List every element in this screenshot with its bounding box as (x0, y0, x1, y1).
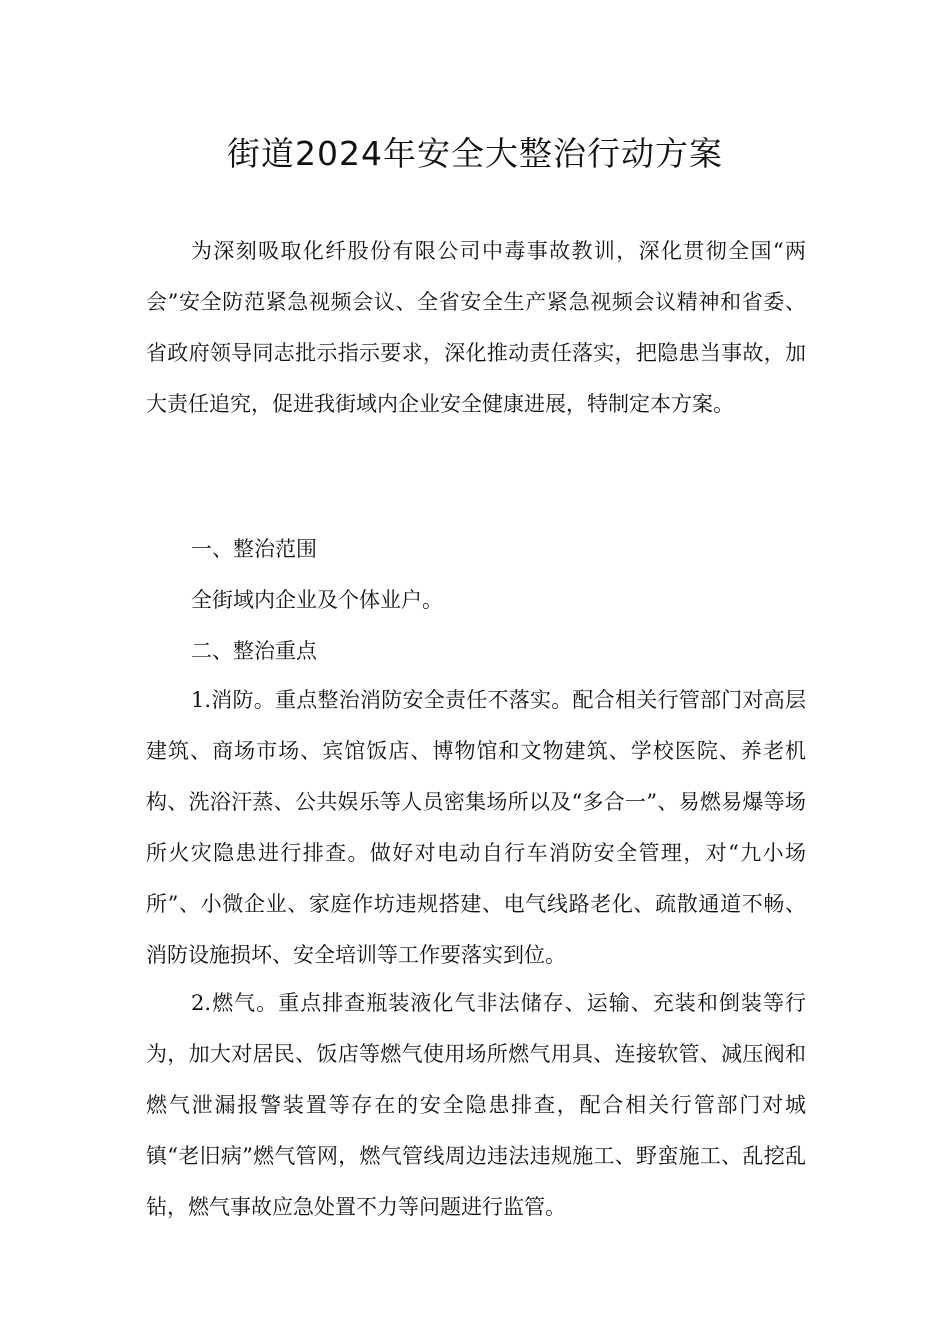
scope-paragraph: 全街域内企业及个体业户。 (191, 588, 443, 612)
intro-paragraph: 为深刻吸取化纤股份有限公司中毒事故教训，深化贯彻全国“两会”安全防范紧急视频会议、全省安全生产紧急视频会议精神和省委、省政府领导同志批示指示要求，深化推动责任落实，把隐患当事故，加大责任追究，促进我街域内企业安全健康进展，特制定本方案。 (146, 239, 806, 416)
gas-safety-paragraph: 2.燃气。重点排查瓶装液化气非法储存、运输、充装和倒装等行为，加大对居民、饭店等燃气使用场所燃气用具、连接软管、减压阀和燃气泄漏报警装置等存在的安全隐患排查，配合相关行管部门对城镇“老旧病”燃气管网，燃气管线周边违法违规施工、野蛮施工、乱挖乱钻，燃气事故应急处置不力等问题进行监管。 (146, 991, 806, 1219)
fire-safety-paragraph: 1.消防。重点整治消防安全责任不落实。配合相关行管部门对高层建筑、商场市场、宾馆饭店、博物馆和文物建筑、学校医院、养老机构、洗浴汗蒸、公共娱乐等人员密集场所以及“多合一”、易燃易爆等场所火灾隐患进行排查。做好对电动自行车消防安全管理，对“九小场所”、小微企业、家庭作坊违规搭建、电气线路老化、疏散通道不畅、消防设施损坏、安全培训等工作要落实到位。 (146, 688, 806, 967)
section-heading-scope: 一、整治范围 (191, 537, 317, 561)
section-heading-focus: 二、整治重点 (191, 639, 317, 663)
document-title: 街道2024年安全大整治行动方案 (227, 134, 723, 173)
